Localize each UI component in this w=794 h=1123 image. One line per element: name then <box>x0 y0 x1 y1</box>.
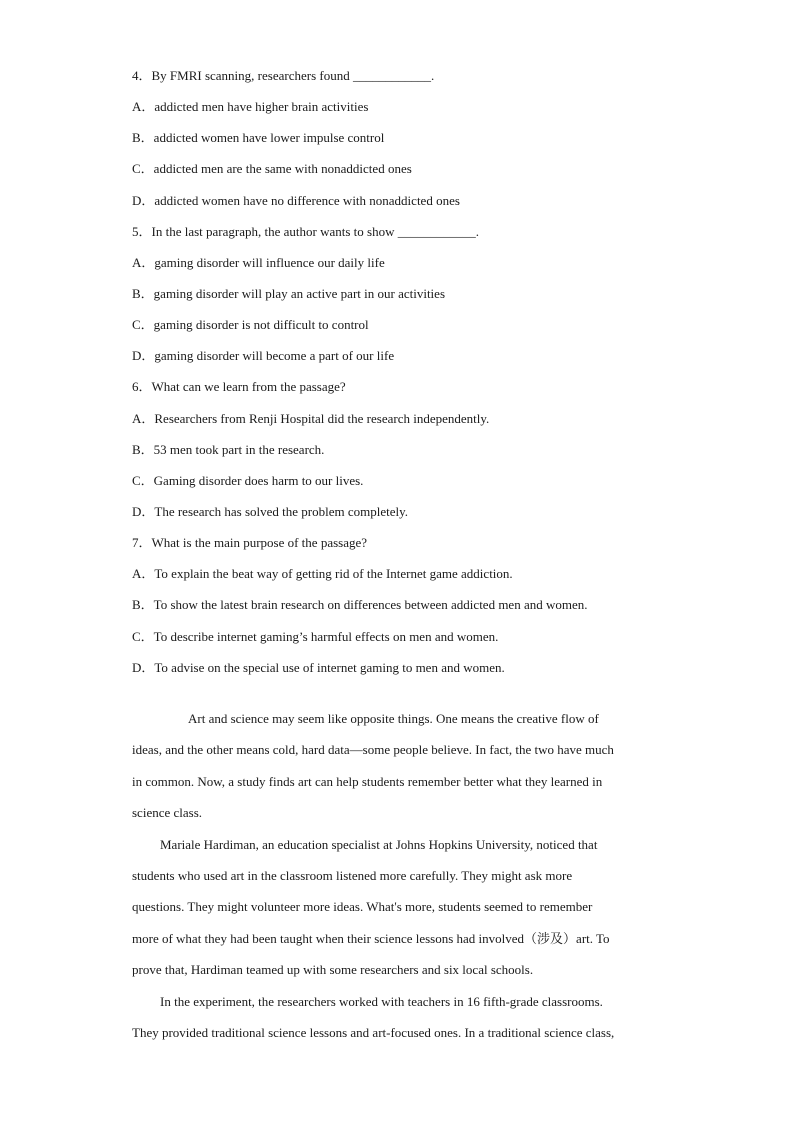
passage-line: students who used art in the classroom listened more carefully. They might ask more <box>132 867 573 883</box>
question-7-option-c: C．To describe internet gaming’s harmful effects on men and women. <box>132 628 499 644</box>
question-4-option-a: A．addicted men have higher brain activities <box>132 99 369 115</box>
passage-line: Mariale Hardiman, an education specialist at Johns Hopkins University, noticed that <box>160 836 598 852</box>
passage-line: in common. Now, a study finds art can help students remember better what they learned in <box>132 773 603 789</box>
question-4-option-d: D．addicted women have no difference with nonaddicted ones <box>132 192 460 208</box>
question-7-option-d: D．To advise on the special use of internet gaming to men and women. <box>132 659 505 675</box>
question-4-stem: 4．By FMRI scanning, researchers found ____________. <box>132 68 435 83</box>
question-7-option-b: B．To show the latest brain research on differences between addicted men and women. <box>132 597 588 613</box>
passage-line: prove that, Hardiman teamed up with some researchers and six local schools. <box>132 962 534 978</box>
question-4-option-c: C．addicted men are the same with nonaddicted ones <box>132 161 412 177</box>
question-6-option-b: B．53 men took part in the research. <box>132 441 325 457</box>
question-4-option-b: B．addicted women have lower impulse control <box>132 130 385 146</box>
question-5-option-c: C．gaming disorder is not difficult to control <box>132 317 369 333</box>
passage-line: They provided traditional science lessons and art-focused ones. In a traditional science class, <box>132 1024 615 1040</box>
passage-line: ideas, and the other means cold, hard data—some people believe. In fact, the two have much <box>132 742 614 758</box>
question-7-option-a: A．To explain the beat way of getting rid of the Internet game addiction. <box>132 566 513 582</box>
question-5-option-d: D．gaming disorder will become a part of our life <box>132 348 395 364</box>
reading-passage <box>132 709 660 1054</box>
passage-line: questions. They might volunteer more ideas. What's more, students seemed to remember <box>132 899 593 915</box>
question-6-option-c: C．Gaming disorder does harm to our lives. <box>132 472 364 488</box>
passage-line: In the experiment, the researchers worked with teachers in 16 fifth-grade classrooms. <box>160 993 603 1009</box>
passage-line: more of what they had been taught when their science lessons had involved（涉及）art. To <box>132 930 610 946</box>
passage-line: Art and science may seem like opposite things. One means the creative flow of <box>188 711 599 726</box>
question-6-option-a: A．Researchers from Renji Hospital did the research independently. <box>132 410 490 426</box>
question-7-stem: 7．What is the main purpose of the passage? <box>132 535 368 551</box>
question-5-stem: 5．In the last paragraph, the author wants to show ____________. <box>132 223 479 239</box>
question-6-stem: 6．What can we learn from the passage? <box>132 379 346 395</box>
question-5-option-b: B．gaming disorder will play an active part in our activities <box>132 285 446 301</box>
question-list <box>132 66 672 689</box>
question-6-option-d: D．The research has solved the problem completely. <box>132 503 409 519</box>
question-5-option-a: A．gaming disorder will influence our daily life <box>132 254 385 270</box>
passage-line: science class. <box>132 805 203 821</box>
